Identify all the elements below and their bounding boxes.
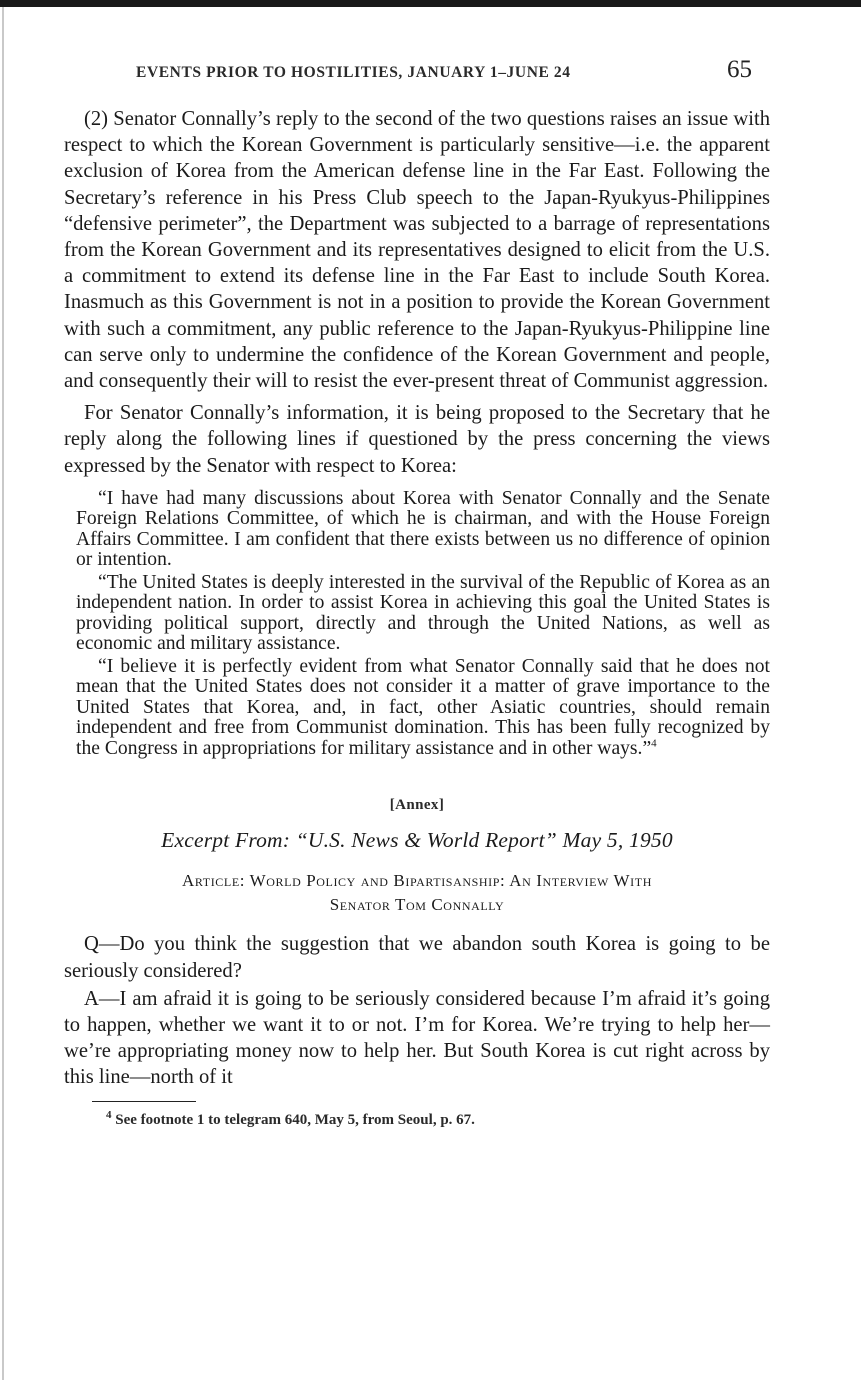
quote-paragraph xyxy=(76,657,770,760)
interview-excerpt xyxy=(64,931,770,1090)
quote-paragraph-text: “I believe it is perfectly evident from what Senator Connally said that he does not mean that the United States does not consider it a matter of grave importance to the United States that Korea, and, in fact, other Asiatic countries, should remain independent and free from Communist domination. This has been fully recognized by the Congress in appropriations for military assistance and in other ways.” xyxy=(76,655,770,759)
quoted-statement xyxy=(64,489,770,760)
footnote-text: See footnote 1 to telegram 640, May 5, from Seoul, p. 67. xyxy=(115,1112,475,1129)
page-left-edge xyxy=(2,7,4,1380)
excerpt-source: Excerpt From: “U.S. News & World Report” May 5, 1950 xyxy=(161,828,673,853)
footnote-rule xyxy=(92,1101,196,1103)
page-number: 65 xyxy=(727,56,752,83)
footnote-marker: 4 xyxy=(106,1109,112,1122)
annex-label: [Annex] xyxy=(389,797,445,814)
body-paragraph: For Senator Connally’s information, it is being proposed to the Secretary that he reply along the following lines if questioned by the press concerning the views expressed by the Senator with respect to Korea: xyxy=(64,402,770,477)
interview-answer: A—I am afraid it is going to be seriously considered because I’m afraid it’s going to happen, whether we want it to or not. I’m for Korea. We’re trying to help her—we’re appropriating money now to help her. But South Korea is cut right across by this line—north of it xyxy=(64,987,770,1089)
body-paragraph: (2) Senator Connally’s reply to the second of the two questions raises an issue with respect to which the Korean Government is particularly sensitive—i.e. the apparent exclusion of Korea from the American defense line in the Far East. Following the Secretary’s reference in his Press Club speech to the Japan-Ryukyus-Philippines “defensive perimeter”, the Department was subjected to a barrage of representations from the Korean Government and its representatives designed to elicit from the U.S. a commitment to extend its defense line in the Far East to include South Korea. Inasmuch as this Government is not in a position to provide the Korean Government with such a commitment, any public reference to the Japan-Ryukyus-Philippine line can serve only to undermine the confidence of the Korean Government and people, and consequently their will to resist the ever-present threat of Communist aggression. xyxy=(64,108,770,393)
page-top-rule xyxy=(0,0,861,7)
running-header xyxy=(64,54,770,94)
running-title: EVENTS PRIOR TO HOSTILITIES, JANUARY 1–JUNE 24 xyxy=(136,64,571,81)
quote-paragraph: “I have had many discussions about Korea with Senator Connally and the Senate Foreign Relations Committee, of which he is chairman, and with the House Foreign Affairs Committee. I am confident that there exists between us no difference of opinion or intention. xyxy=(76,487,770,571)
interview-question: Q—Do you think the suggestion that we abandon south Korea is going to be seriously considered? xyxy=(64,933,770,982)
footnote-reference: 4 xyxy=(651,737,657,750)
quote-paragraph: “The United States is deeply interested in the survival of the Republic of Korea as an independent nation. In order to assist Korea in achieving this goal the United States is providing political support, directly and through the United Nations, as well as economic and military assistance. xyxy=(76,571,770,655)
article-title-line: Senator Tom Connally xyxy=(329,895,505,915)
footnote xyxy=(106,1109,770,1129)
document-page xyxy=(64,54,770,1129)
article-title xyxy=(64,869,770,917)
article-title-line: Article: World Policy and Bipartisanship: An Interview With xyxy=(182,871,652,891)
